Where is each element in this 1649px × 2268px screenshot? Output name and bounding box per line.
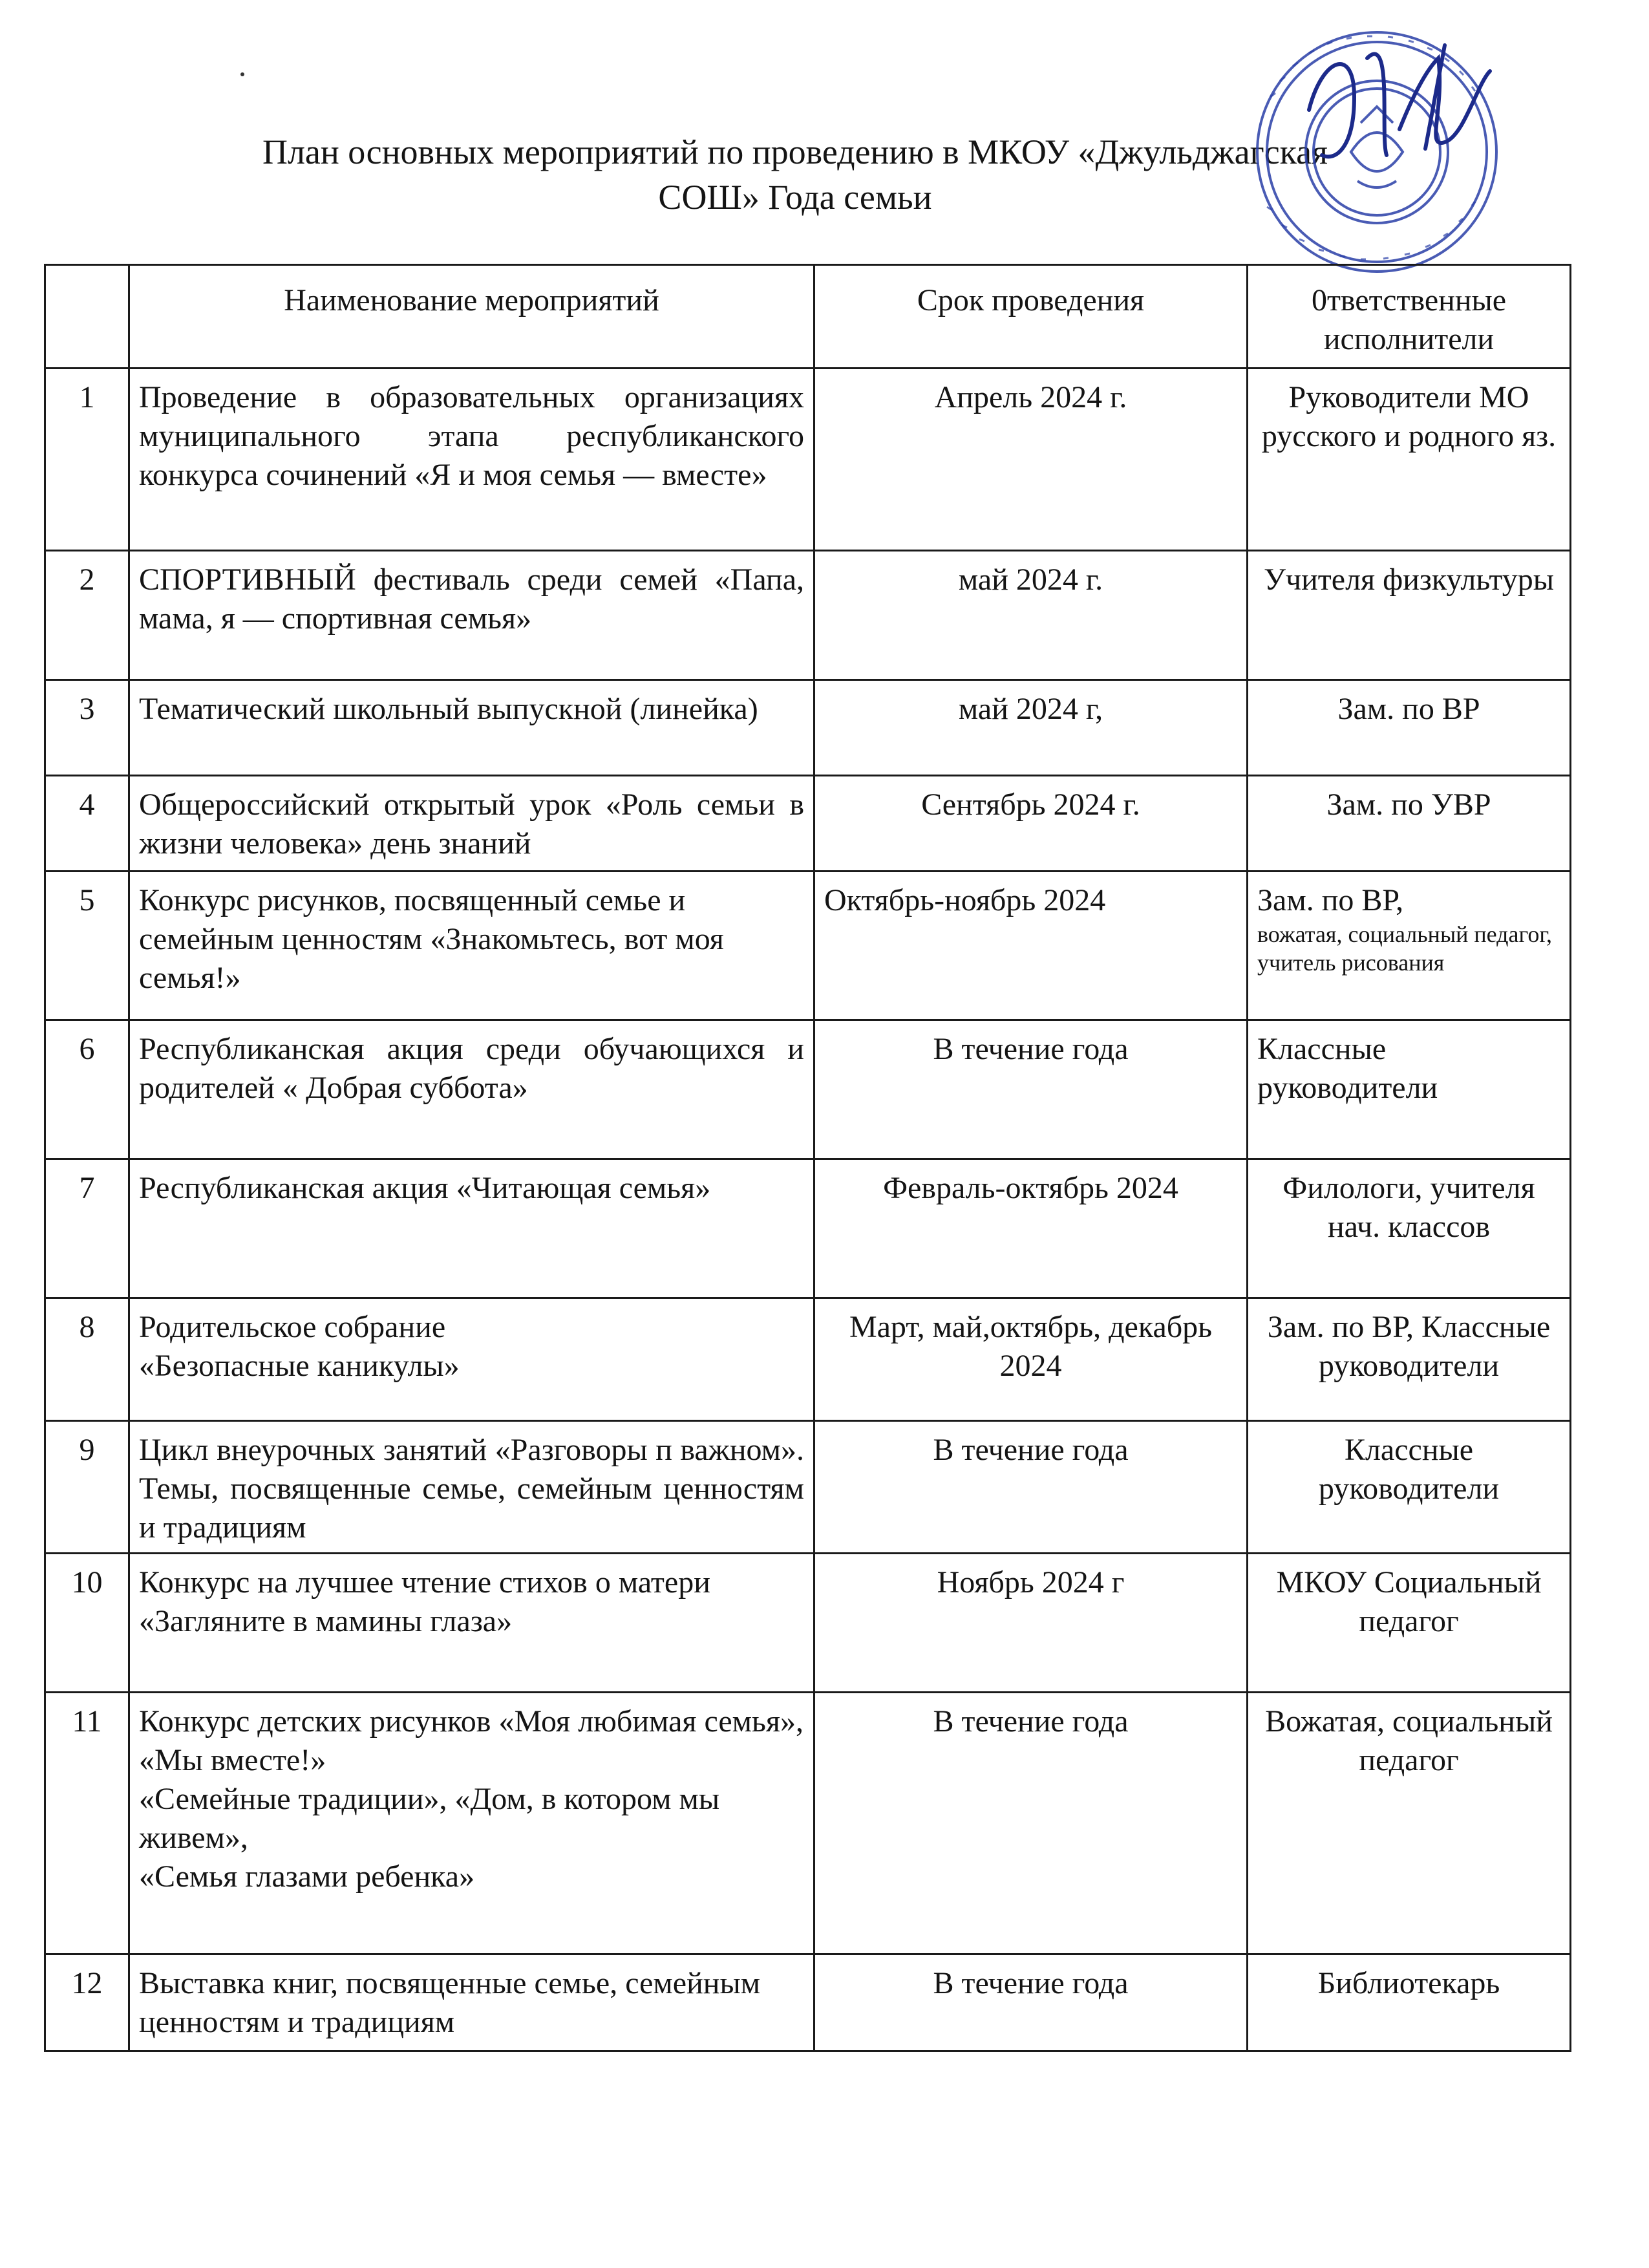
events-table — [44, 264, 1571, 2052]
row-resp: Руководители МО русского и родного яз. — [1248, 369, 1571, 551]
row-num: 7 — [45, 1159, 129, 1298]
row-num: 6 — [45, 1020, 129, 1159]
row-name: Выставка книг, посвященные семье, семейным ценностям и традициям — [129, 1954, 814, 2051]
row-date: Ноябрь 2024 г — [814, 1554, 1248, 1693]
row-num: 11 — [45, 1693, 129, 1954]
row-date: В течение года — [814, 1421, 1248, 1554]
row-num: 8 — [45, 1298, 129, 1421]
table-header-row — [45, 265, 1571, 369]
table-row — [45, 1693, 1571, 1954]
row-name: Тематический школьный выпускной (линейка) — [129, 680, 814, 776]
row-resp: Классные руководители — [1248, 1421, 1571, 1554]
row-name: Конкурс детских рисунков «Моя любимая семья», «Мы вместе!» «Семейные традиции», «Дом, в котором мы живем», «Семья глазами ребенка» — [129, 1693, 814, 1954]
row-date: Октябрь-ноябрь 2024 — [814, 872, 1248, 1020]
official-stamp-icon — [1231, 19, 1542, 278]
title-line-1: План основных мероприятий по проведению в МКОУ «Джульджагская — [262, 133, 1328, 171]
table-row — [45, 1421, 1571, 1554]
row-resp: Библиотекарь — [1248, 1954, 1571, 2051]
row-date: Сентябрь 2024 г. — [814, 776, 1248, 872]
row-num: 12 — [45, 1954, 129, 2051]
row-resp: Вожатая, социальный педагог — [1248, 1693, 1571, 1954]
table-row — [45, 1020, 1571, 1159]
row-name: Конкурс рисунков, посвященный семье и семейным ценностям «Знакомьтесь, вот моя семья!» — [129, 872, 814, 1020]
row-resp: МКОУ Социальный педагог — [1248, 1554, 1571, 1693]
row-resp: Зам. по ВР, — [1257, 883, 1404, 917]
row-num: 1 — [45, 369, 129, 551]
row-num: 2 — [45, 551, 129, 680]
row-num: 3 — [45, 680, 129, 776]
header-name: Наименование мероприятий — [129, 265, 814, 369]
row-date: В течение года — [814, 1954, 1248, 2051]
row-name: Проведение в образовательных организациях муниципального этапа республиканского конкурса сочинений «Я и моя семья — вместе» — [129, 369, 814, 551]
row-num: 5 — [45, 872, 129, 1020]
header-num — [45, 265, 129, 369]
table-row — [45, 551, 1571, 680]
table-row — [45, 680, 1571, 776]
row-date: В течение года — [814, 1693, 1248, 1954]
table-row — [45, 1954, 1571, 2051]
row-resp-detail: вожатая, социальный педагог, учитель рисования — [1257, 921, 1553, 976]
row-num: 10 — [45, 1554, 129, 1693]
row-resp: Учителя физкультуры — [1248, 551, 1571, 680]
table-row — [45, 369, 1571, 551]
row-date: Март, май,октябрь, декабрь 2024 — [814, 1298, 1248, 1421]
table-row — [45, 776, 1571, 872]
row-resp: Классные руководители — [1248, 1020, 1571, 1159]
header-date: Срок проведения — [814, 265, 1248, 369]
row-date: Февраль-октябрь 2024 — [814, 1159, 1248, 1298]
row-name: Цикл внеурочных занятий «Разговоры п важном». Темы, посвященные семье, семейным ценностям и традициям — [129, 1421, 814, 1554]
row-name: Республиканская акция «Читающая семья» — [129, 1159, 814, 1298]
table-row — [45, 1554, 1571, 1693]
row-resp: Зам. по ВР, Классные руководители — [1248, 1298, 1571, 1421]
row-name: Республиканская акция среди обучающихся и родителей « Добрая суббота» — [129, 1020, 814, 1159]
table-row — [45, 1159, 1571, 1298]
row-resp: Филологи, учителя нач. классов — [1248, 1159, 1571, 1298]
row-name: Родительское собрание «Безопасные каникулы» — [129, 1298, 814, 1421]
row-num: 9 — [45, 1421, 129, 1554]
row-date: Апрель 2024 г. — [814, 369, 1248, 551]
row-name: СПОРТИВНЫЙ фестиваль среди семей «Папа, мама, я — спортивная семья» — [129, 551, 814, 680]
row-num: 4 — [45, 776, 129, 872]
header-resp: 0тветственные исполнители — [1248, 265, 1571, 369]
title-line-2: СОШ» Года семьи — [658, 178, 932, 217]
row-resp: Зам. по УВР — [1248, 776, 1571, 872]
table-row — [45, 1298, 1571, 1421]
row-date: май 2024 г, — [814, 680, 1248, 776]
row-date: май 2024 г. — [814, 551, 1248, 680]
row-name: Конкурс на лучшее чтение стихов о матери «Загляните в мамины глаза» — [129, 1554, 814, 1693]
row-resp: Зам. по ВР — [1248, 680, 1571, 776]
scan-speck — [240, 72, 244, 76]
table-row — [45, 872, 1571, 1020]
row-date: В течение года — [814, 1020, 1248, 1159]
row-resp-cell — [1248, 872, 1571, 1020]
row-name: Общероссийский открытый урок «Роль семьи в жизни человека» день знаний — [129, 776, 814, 872]
